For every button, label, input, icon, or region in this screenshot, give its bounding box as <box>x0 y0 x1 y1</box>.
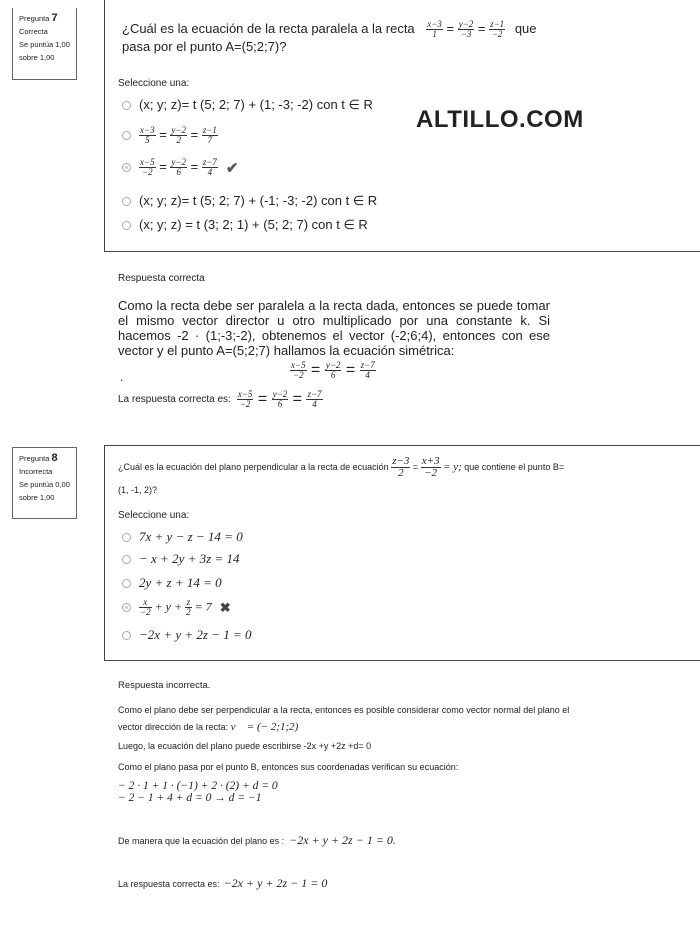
answer-option[interactable]: (x; y; z)= t (5; 2; 7) + (1; -3; -2) con t ∈ R <box>122 97 373 113</box>
radio-button[interactable] <box>122 555 131 564</box>
feedback-title: Respuesta correcta <box>118 273 205 284</box>
conclusion: De manera que la ecuación del plano es : −2x + y + 2z − 1 = 0. <box>118 833 396 847</box>
calculation: − 2 · 1 + 1 · (−1) + 2 · (2) + d = 0 − 2 − 1 + 4 + d = 0 → d = −1 <box>118 780 278 804</box>
correct-answer: La respuesta correcta es: −2x + y + 2z − 1 = 0 <box>118 876 328 890</box>
question-status: Correcta <box>19 27 48 36</box>
answer-option-selected[interactable] <box>122 598 231 617</box>
correct-answer: La respuesta correcta es: $\frac{x-5}{-2}$ = $\frac{y-2}{6}$ = $\frac{z-7}{4}$ <box>118 389 322 409</box>
question-score: Se puntúa 0,00 sobre 1,00 <box>19 480 70 502</box>
radio-button[interactable] <box>122 631 131 640</box>
question-text: ¿Cuál es la ecuación del plano perpendicular a la recta de ecuación $\frac{z-3}{2}$ = $\frac{x+3}{-2}$ = y; que contiene el punto B= (1, -1, 2)? <box>118 455 565 496</box>
select-label: Seleccione una: <box>118 78 190 89</box>
dot: . <box>120 370 124 384</box>
radio-button[interactable] <box>122 579 131 588</box>
question-status: Incorrecta <box>19 467 53 476</box>
question-score: Se puntúa 1,00 sobre 1,00 <box>19 40 70 62</box>
explanation-line: Luego, la ecuación del plano puede escribirse -2x +y +2z +d= 0 <box>118 741 372 751</box>
answer-option[interactable]: 7x + y − z − 14 = 0 <box>122 529 243 545</box>
radio-button-selected[interactable] <box>122 603 131 612</box>
question-info-7 <box>12 8 77 80</box>
answer-option-selected[interactable] <box>122 158 238 177</box>
answer-option[interactable] <box>122 126 218 145</box>
question-info-8 <box>12 447 77 519</box>
explanation-line: Como el plano pasa por el punto B, entonces sus coordenadas verifican su ecuación: <box>118 762 459 772</box>
option-equation: $\frac{x-3}{5}$ = $\frac{y-2}{2}$ = $\frac{z-1}{7}$ <box>140 125 217 145</box>
cross-icon: ✖ <box>219 599 231 615</box>
radio-button-selected[interactable] <box>122 163 131 172</box>
question-equation: $\frac{z-3}{2}$ = $\frac{x+3}{-2}$ = y; <box>392 455 462 480</box>
select-label: Seleccione una: <box>118 510 190 521</box>
answer-option[interactable]: (x; y; z) = t (3; 2; 1) + (5; 2; 7) con t ∈ R <box>122 217 368 233</box>
answer-option[interactable]: 2y + z + 14 = 0 <box>122 575 222 591</box>
explanation: Como el plano debe ser perpendicular a la recta, entonces es posible considerar como vector normal del plano el vector dirección de la recta: v⃗ = (− 2;1;2) <box>118 705 570 733</box>
explanation-equation: $\frac{x-5}{-2}$ = $\frac{y-2}{6}$ = $\frac{z-7}{4}$ <box>291 360 375 380</box>
question-number: Pregunta 7 <box>19 12 58 24</box>
feedback-title: Respuesta incorrecta. <box>118 680 211 691</box>
answer-option[interactable]: − x + 2y + 3z = 14 <box>122 551 239 567</box>
question-equation: $\frac{x-3}{1}$ = $\frac{y-2}{-3}$ = $\frac{z-1}{-2}$ <box>427 19 505 39</box>
radio-button[interactable] <box>122 197 131 206</box>
radio-button[interactable] <box>122 221 131 230</box>
question-text: ¿Cuál es la ecuación de la recta paralela a la recta $\frac{x-3}{1}$ = $\frac{y-2}{-3}$ = $\frac{z-1}{-2}$ que pasa por el punto A=(5;2;7)? <box>122 19 537 54</box>
question-number: Pregunta 8 <box>19 452 58 464</box>
check-icon: ✔ <box>225 159 239 177</box>
explanation: Como la recta debe ser paralela a la recta dada, entonces se puede tomar el mismo vector director u otro multiplicado por una constante k. Si hacemos -2 · (1;-3;-2), obtenemos el vector (-2;6;4), entonces con ese vector y el punto A=(5;2;7) hallamos la ecuación simétrica: <box>118 298 550 358</box>
radio-button[interactable] <box>122 101 131 110</box>
answer-option[interactable]: −2x + y + 2z − 1 = 0 <box>122 627 251 643</box>
watermark: ALTILLO.COM <box>416 106 584 133</box>
radio-button[interactable] <box>122 131 131 140</box>
answer-option[interactable]: (x; y; z)= t (5; 2; 7) + (-1; -3; -2) con t ∈ R <box>122 193 377 209</box>
option-equation: $\frac{x-5}{-2}$ = $\frac{y-2}{6}$ = $\frac{z-7}{4}$ <box>140 157 217 177</box>
radio-button[interactable] <box>122 533 131 542</box>
option-equation: $\frac{x}{-2}$ + y + $\frac{z}{2}$ = 7 <box>140 597 212 617</box>
